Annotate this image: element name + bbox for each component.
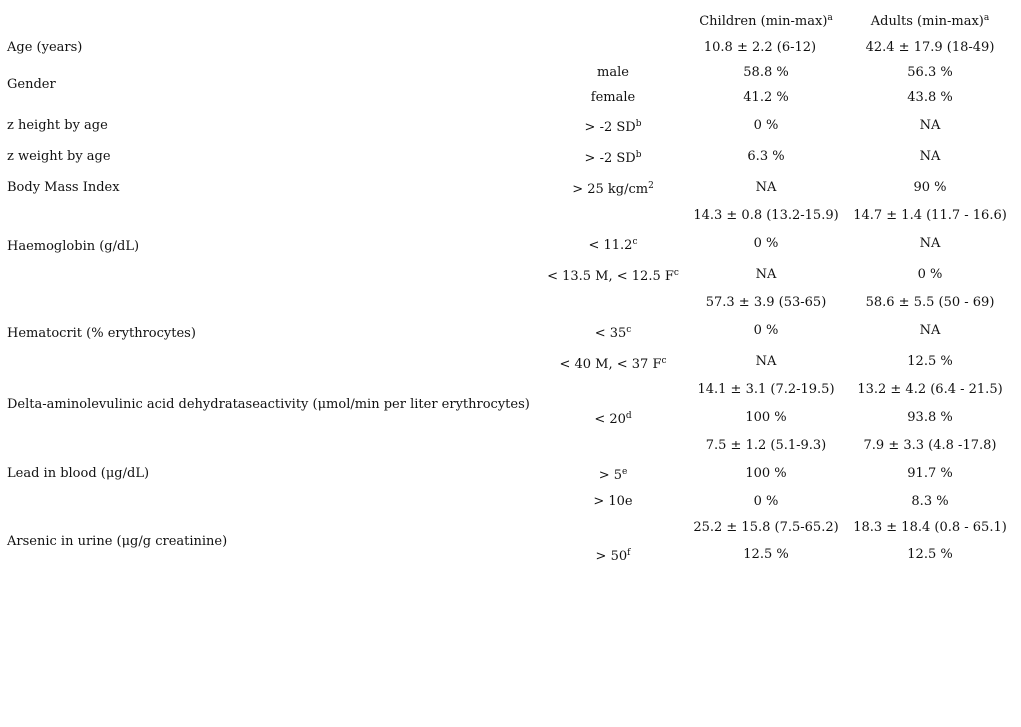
- row-label-z-height: z height by age: [7, 118, 108, 133]
- cell-z-height-children: 0 %: [753, 118, 779, 133]
- cell-lead-5-children: 100 %: [745, 466, 787, 481]
- cell-hematocrit-low-adults: NA: [919, 323, 941, 338]
- row-label-age: Age (years): [7, 40, 83, 55]
- cell-alad-low-adults: 93.8 %: [907, 410, 953, 425]
- criterion-lead-5: > $5^e$: [598, 467, 628, 483]
- row-label-lead: Lead in blood (μg/dL): [7, 466, 150, 481]
- row-label-z-weight: z weight by age: [7, 149, 111, 164]
- cell-z-height-adults: NA: [919, 118, 941, 133]
- cell-lead-10-children: 0 %: [753, 494, 779, 509]
- cell-hematocrit-low-children: 0 %: [753, 323, 779, 338]
- header-adults: Adults $(\min-\max)^a$: [870, 13, 990, 29]
- cell-arsenic-mean-children: 25.2 ± 15.8 (7.5-65.2): [693, 520, 839, 535]
- cell-male-children: 58.8 %: [743, 65, 789, 80]
- cell-female-children: 41.2 %: [743, 90, 789, 105]
- criterion-lead-10: > 10e: [593, 494, 633, 509]
- cell-haemoglobin-low-children: 0 %: [753, 236, 779, 251]
- cell-lead-mean-children: 7.5 ± 1.2 (5.1-9.3): [705, 438, 827, 453]
- row-label-gender: Gender: [7, 77, 56, 92]
- criterion-z-height: > -2 $SD^b$: [584, 119, 642, 135]
- row-label-haemoglobin: Haemoglobin (g/dL): [7, 239, 140, 254]
- cell-haemoglobin-mean-adults: 14.7 ± 1.4 (11.7 - 16.6): [853, 208, 1007, 223]
- cell-hematocrit-adult-children: NA: [755, 354, 777, 369]
- cell-alad-mean-children: 14.1 ± 3.1 (7.2-19.5): [697, 382, 835, 397]
- cell-female-adults: 43.8 %: [907, 90, 953, 105]
- criterion-haemoglobin-children: < 11.2$^c$: [588, 237, 638, 253]
- criterion-bmi: > 25 $kg/cm^2$: [572, 181, 654, 197]
- cell-z-weight-adults: NA: [919, 149, 941, 164]
- cell-age-adults: 42.4 ± 17.9 (18-49): [865, 40, 995, 55]
- cell-arsenic-high-children: 12.5 %: [743, 547, 789, 562]
- cell-haemoglobin-adult-children: NA: [755, 267, 777, 282]
- cell-haemoglobin-adult-adults: 0 %: [917, 267, 943, 282]
- cell-alad-mean-adults: 13.2 ± 4.2 (6.4 - 21.5): [857, 382, 1003, 397]
- row-label-alad: Delta-aminolevulinic acid dehydrataseactivity (μmol/min per liter erythrocytes): [7, 397, 530, 412]
- criterion-haemoglobin-adults: < 13.5 M, < 12.5 $F^c$: [547, 268, 679, 284]
- row-label-hematocrit: Hematocrit (% erythrocytes): [7, 326, 196, 341]
- criterion-female: female: [590, 90, 636, 105]
- cell-arsenic-high-adults: 12.5 %: [907, 547, 953, 562]
- criterion-z-weight: > -2 $SD^b$: [584, 150, 642, 166]
- cell-z-weight-children: 6.3 %: [747, 149, 785, 164]
- cell-arsenic-mean-adults: 18.3 ± 18.4 (0.8 - 65.1): [853, 520, 1007, 535]
- cell-alad-low-children: 100 %: [745, 410, 787, 425]
- cell-haemoglobin-low-adults: NA: [919, 236, 941, 251]
- cell-bmi-children: NA: [755, 180, 777, 195]
- cell-lead-5-adults: 91.7 %: [907, 466, 953, 481]
- cell-haemoglobin-mean-children: 14.3 ± 0.8 (13.2-15.9): [693, 208, 839, 223]
- cell-hematocrit-mean-adults: 58.6 ± 5.5 (50 - 69): [865, 295, 995, 310]
- criterion-hematocrit-adults: < 40 M, < 37 $F^c$: [559, 356, 667, 372]
- cell-lead-10-adults: 8.3 %: [911, 494, 949, 509]
- cell-hematocrit-adult-adults: 12.5 %: [907, 354, 953, 369]
- cell-lead-mean-adults: 7.9 ± 3.3 (4.8 -17.8): [863, 438, 997, 453]
- cell-hematocrit-mean-children: 57.3 ± 3.9 (53-65): [705, 295, 827, 310]
- cell-age-children: 10.8 ± 2.2 (6-12): [703, 40, 817, 55]
- header-children: Children $(\min-\max)^a$: [699, 13, 833, 29]
- criterion-alad: < $20^d$: [594, 411, 632, 427]
- criterion-arsenic: > $50^f$: [595, 548, 631, 564]
- cell-male-adults: 56.3 %: [907, 65, 953, 80]
- row-label-bmi: Body Mass Index: [7, 180, 120, 195]
- criterion-hematocrit-children: < $35^c$: [594, 325, 632, 341]
- cell-bmi-adults: 90 %: [913, 180, 947, 195]
- criterion-male: male: [597, 65, 629, 80]
- row-label-arsenic: Arsenic in urine (μg/g creatinine): [7, 534, 228, 549]
